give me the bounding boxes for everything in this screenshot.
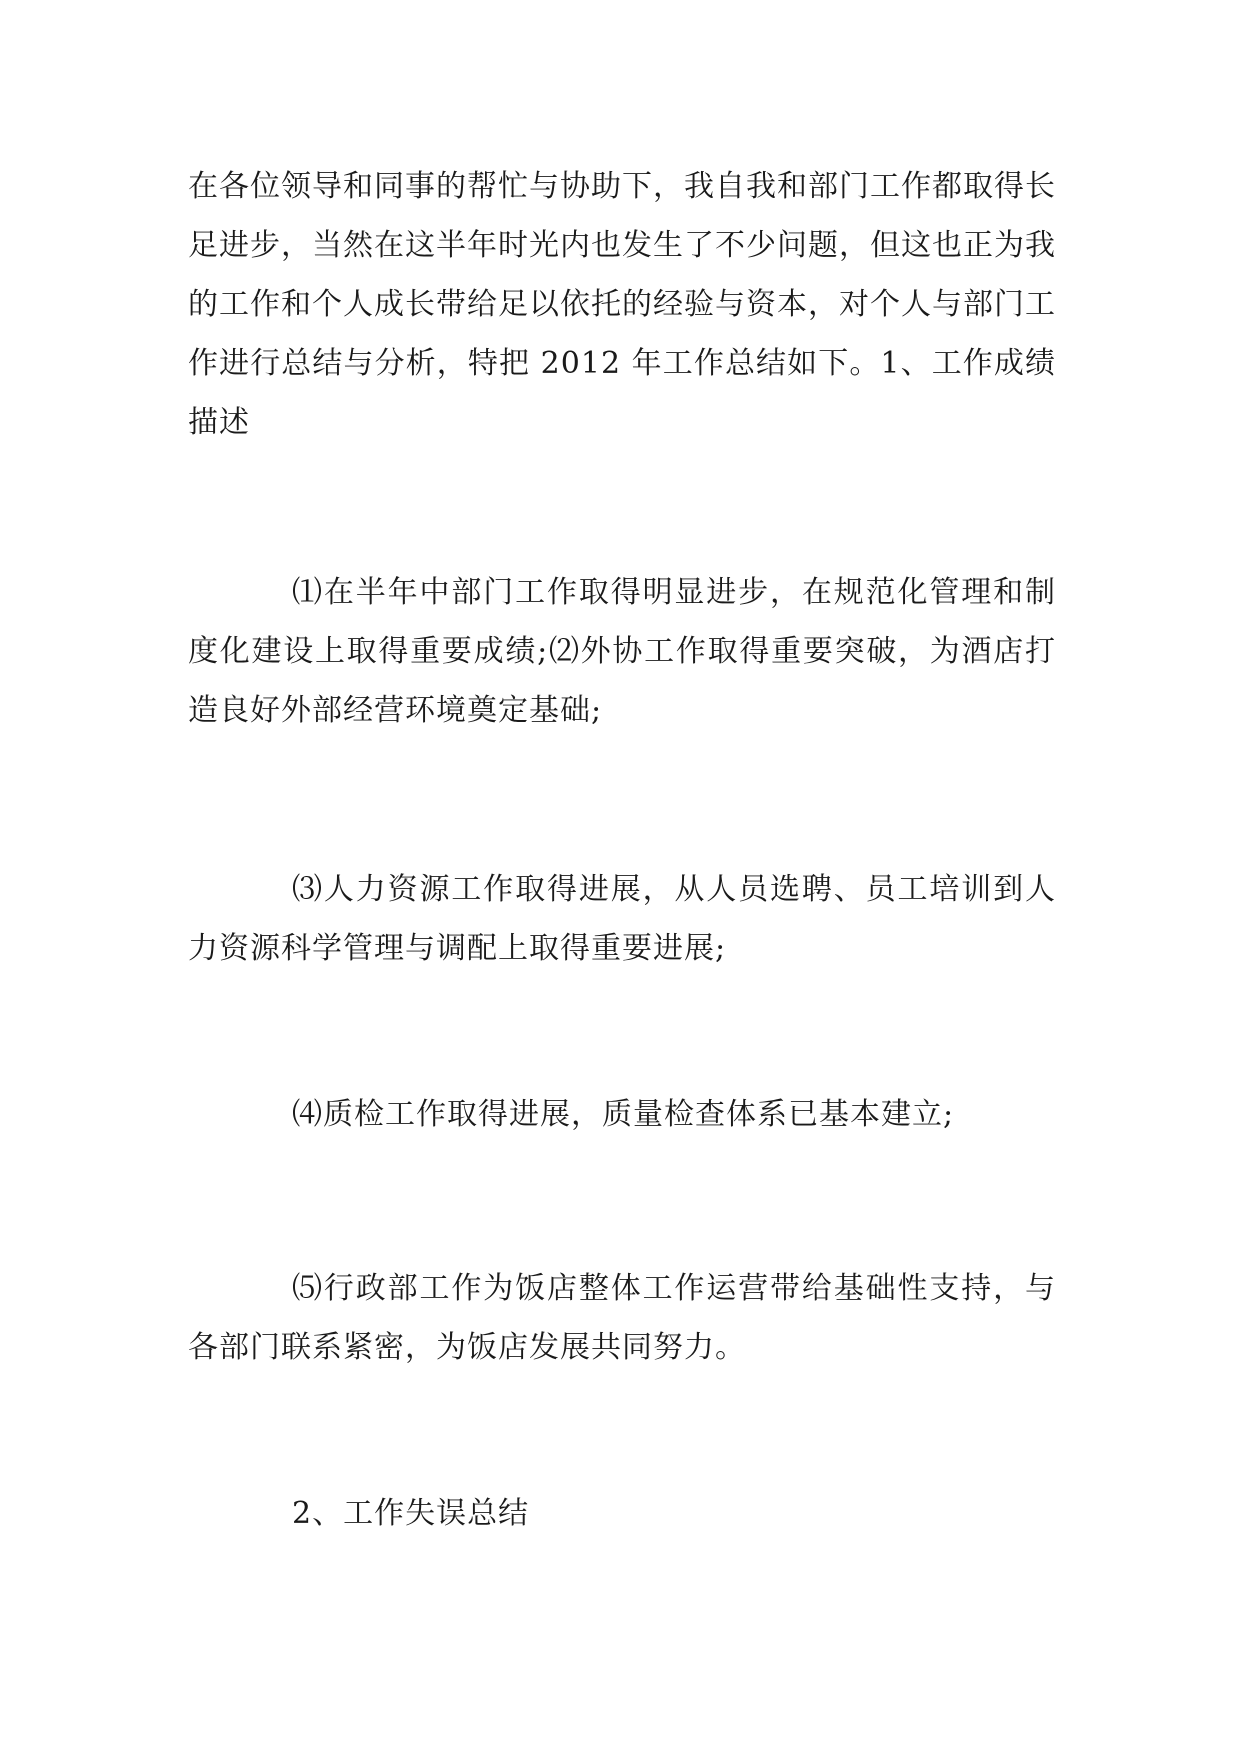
achievement-item-4: ⑷质检工作取得进展，质量检查体系已基本建立;: [292, 1097, 955, 1132]
achievement-item-5: ⑸行政部工作为饭店整体工作运营带给基础性支持，与各部门联系紧密，为饭店发展共同努力。: [188, 1271, 1056, 1365]
achievement-item-3: ⑶人力资源工作取得进展，从人员选聘、员工培训到人力资源科学管理与调配上取得重要进展;: [188, 872, 1056, 966]
intro-paragraph: 在各位领导和同事的帮忙与协助下，我自我和部门工作都取得长足进步，当然在这半年时光内也发生了不少问题，但这也正为我的工作和个人成长带给足以依托的经验与资本，对个人与部门工作进行总结与分析，特把 2012 年工作总结如下。1、工作成绩描述: [188, 169, 1056, 440]
section-heading-mistakes: 2、工作失误总结: [292, 1496, 530, 1531]
achievement-item-1-2: ⑴在半年中部门工作取得明显进步，在规范化管理和制度化建设上取得重要成绩;⑵外协工作取得重要突破，为酒店打造良好外部经营环境奠定基础;: [188, 575, 1056, 728]
